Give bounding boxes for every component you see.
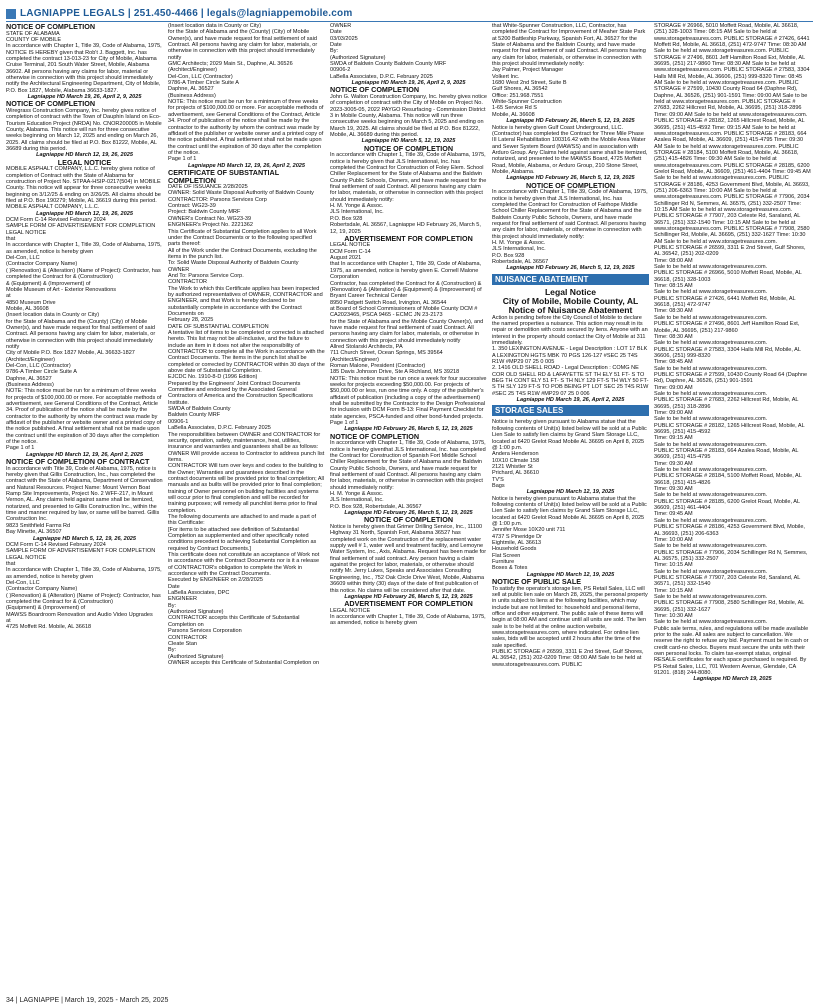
notice-text: Sale to be held at www.storagetreasures.com.	[654, 314, 768, 321]
notice-text: ( )Renovation) & (Alteration) (Name of Project): Contractor, has completed the Contract for & (Construction)	[6, 592, 161, 605]
notice-text: Page 1 of 1	[168, 156, 197, 163]
notice-text: OWNER accepts this Certificate of Substantial Completion on	[168, 659, 320, 666]
notice-text: Sale to be held at www.storagetreasures.com.	[654, 365, 768, 372]
notice-text: at Board of School Commissioners of Mobile County DCM # CA2023465, PSCA 9465 - ECMC JN 23-2173	[330, 305, 478, 319]
notice-text: Robertsdale, AL 36567, Lagniappe HD February 26, March 5, 12, 19, 2025	[330, 222, 481, 235]
notice-text: that In accordance with Chapter 1, Title 39, Code of Alabama, 1975, as amended, notice is hereby given E. Cornell Malone Corporation	[330, 261, 482, 281]
notice-text: at	[6, 617, 11, 624]
run-dates: Lagniappe HD February 26, March 5, 12, 19, 2025	[506, 175, 635, 182]
notice-text: The following documents are attached to and made a part of this Certificate:	[168, 513, 317, 527]
notice-text: P.O. Box 928	[330, 215, 363, 222]
run-dates: Lagniappe HD March 19, 2025	[693, 676, 772, 683]
notice-text: 00906-2	[330, 67, 351, 74]
notice-text: Page 1 of 1	[6, 445, 35, 452]
notice-text: Time: 09:00 AM	[654, 409, 693, 416]
notice-text: The Work to which this Certificate applies has been inspected by authorized representatives of OWNER, CONTRACTOR and ENGINEER, and that Work is hereby declared to be substantially complete in accordance with the Contract Documents on	[168, 285, 323, 317]
notice-text: LaBella Associates, DPC	[168, 590, 230, 597]
notice-text: Date	[330, 42, 342, 49]
notice-text: This certificate does not constitute an acceptance of Work not in accordance with the Contract Documents nor is it a release of CONTRACTOR's obligation to complete the Work in accordance with the Contract Documents.	[168, 552, 320, 578]
notice-text: Time: 09:30 AM	[654, 486, 693, 493]
notice-text: ENGINEER's Project No. 2221362	[168, 222, 253, 229]
notice-text: Household Goods	[492, 546, 537, 553]
page-footer: 34 | LAGNIAPPE | March 19, 2025 - March 25, 2025	[6, 997, 169, 1004]
notice-text: Owner(s), and have made request for final settlement of said Contract. All persons having any claim for labor, materials, or otherwise in connection with this project should immediately notify	[168, 35, 318, 61]
section-banner: STORAGE SALES	[492, 405, 649, 416]
notice-text: 1-65 Service Rd S	[492, 105, 538, 112]
notice-text: Del-Con, LLC	[6, 579, 40, 586]
notice-heading: CERTIFICATE OF SUBSTANTIAL COMPLETION	[168, 167, 280, 185]
legal-heading: City of Mobile, Mobile County, AL	[502, 295, 639, 306]
notice-text: In accordance with Chapter 1, Title 39, Code of Alabama, 1975, notice is hereby given that JLS International, Inc. has completed the Contract for Construction of Foley Elem. School Chiller Replacement for the State of Alabama and the Baldwin County Public Schools, Owners, and have made request for the final settlement of said Contract. All persons having any claim for labor, materials, or otherwise in connection with this project should immediately notify:	[330, 152, 487, 203]
run-dates: Lagniappe HD March 12, 19, 26, 2025	[36, 210, 133, 217]
notice-text: Notice is hereby given that Grimer Drilling Service, Inc., 11100 Highway 31 North, Spanish Fort, Alabama 36527 has completed work on the Construction of the replacement water supply well # 1, water well and treatment facility, and Lemoyne Water System, Inc., Axis, Alabama. Request has been made for final settlement of said contract. Any person having a claim against the project for labor, materials, or otherwise should notify Mr. Jerry Lukes, Speaks and Associates Consulting Engineering, Inc., 752 Oak Circle Drive West, Mobile, Alabama 36609 within thirty (30) days of the date of first publication of this notice. No claims will be considered after that date.	[330, 524, 487, 594]
notice-text: Gulf Shores, AL 36542	[492, 86, 548, 93]
notice-text: Time: 09:15 AM	[654, 435, 693, 442]
notice-text: Wiregrass Construction Company, Inc. hereby gives notice of completion of contract with the Town of Dauphin Island on Eco-Tourism Education Project (NRDA) No. CNOR200005 in Mobile County, Alabama. This notice will run for three consecutive weeks beginning on March 12, 2025 and ending on March 26, 2025. All claims should be filed at P.O. Box 81222, Mobile, AL 36689 during this period.	[6, 107, 162, 153]
notice-text: John G. Walton Construction Company, Inc. hereby gives notice of completion of contract with the City of Mobile on Project No. 2023-3005-05, 2022 PAYGO Resurfacing - Commission District 3 in Mobile County, Alabama. This notice will run three consecutive weeks beginning on March 5, 2025 and ending on March 19, 2025. All claims should be filed at P.O. Box 81222, Mobile, AL 36689 during this period.	[330, 94, 487, 139]
notice-text: LaBella Associates, D.P.C. February 2025	[330, 73, 433, 80]
notice-text: Mobile, AL 36608	[492, 111, 535, 118]
notice-text: Contract: WG23-39	[168, 203, 216, 210]
notice-text: Owner(s), and have made request for final settlement of said Contract. All persons having any claim for labor, materials, or otherwise in connection with this project should immediately notify	[6, 324, 156, 350]
run-dates: Lagniappe HD March 19, 26, April 2, 2025	[516, 397, 625, 404]
notice-heading: NOTICE OF COMPLETION	[363, 515, 454, 525]
notice-text: H. M. Yonge & Assoc.	[492, 239, 546, 246]
notice-text: for the State of Alabama and the (County) (City) of Mobile	[6, 318, 148, 325]
column-2	[168, 23, 325, 995]
notice-text: 03/03/2025	[330, 35, 358, 42]
notice-text: MOBILE ASPHALT COMPANY, L.L.C.	[6, 204, 100, 211]
notice-text: Baldwin County MRF	[168, 412, 221, 419]
notice-text: DCM Form C-14 Revised February 2024	[6, 541, 106, 548]
notice-text: (Authorized Signature)	[330, 54, 386, 61]
notice-text: PUBLIC STORAGE # 27599, 10430 County Road 64 (Daphne Rd), Daphne, AL 36526, (251) 901-1591	[654, 371, 808, 385]
notice-text: (Architect/Engineer)	[6, 356, 56, 363]
notice-text: Mobile, AL 36608	[6, 305, 49, 312]
notice-text: PUBLIC STORAGE # 77907, 203 Celeste Rd, Saraland, AL 36571, (251) 332-1540	[654, 574, 801, 588]
notice-text: Time: 10:00 AM	[654, 536, 693, 543]
notice-text: Daphne, AL 36527	[168, 86, 214, 93]
notice-text: PUBLIC STORAGE # 28182, 1265 Hillcrest Road, Mobile, AL 36695, (251) 415-4592	[654, 422, 805, 435]
notice-text: 4725 Moffett Rd. Mobile, AL 36618	[6, 624, 92, 631]
notice-text: Bay Minette, AL 36507	[6, 529, 62, 536]
legal-heading: Legal Notice	[544, 286, 597, 297]
notice-text: CONTRACTOR	[168, 279, 208, 286]
notice-text: (Architect/Engineer)	[330, 356, 380, 363]
notice-text: Bryant Career Technical Center	[330, 293, 408, 300]
notice-text: 9823 Smithfield Farms Rd	[6, 522, 71, 529]
notice-text: LaBella Associates, D.P.C. February 2025	[168, 425, 271, 432]
notice-text: TV'S	[492, 476, 504, 483]
notice-text: JLS International, Inc.	[330, 497, 384, 504]
notice-text: The responsibilities between OWNER and CONTRACTOR for security, operation, safety, maintenance, heat, utilities, insurance and warranties and guarantees shall be as follows:	[168, 431, 321, 451]
notice-text: LEGAL NOTICE	[6, 554, 47, 561]
notice-text: 711 Church Street, Ocean Springs, MS 39564	[330, 350, 443, 357]
run-dates: Lagniappe HD March 5, 12, 19, 26, 2025	[33, 535, 136, 542]
notice-text: Executed by ENGINEER on 2/28/2025	[168, 577, 263, 584]
notice-text: Sale to be held at www.storagetreasures.com.	[654, 593, 768, 600]
notice-text: PUBLIC STORAGE # 26599, 3311 E 2nd Street, Gulf Shores, AL 36542, (251) 202-0209	[654, 245, 806, 258]
notice-text: PUBLIC STORAGE # 77906, 2034 Schillinger Rd N, Semmes, AL 36575, (251) 332-2507	[654, 549, 808, 562]
notice-text: Time: 08:30 AM	[654, 308, 693, 315]
notice-text: (Contractor Company Name)	[6, 261, 78, 268]
notice-text: Daphne, AL 36527	[6, 375, 52, 382]
notice-text: February 28, 2025	[168, 317, 214, 324]
notice-text: Cleate Stan	[168, 640, 197, 647]
notice-text: Sale to be held at www.storagetreasures.com.	[654, 416, 768, 423]
notice-text: CONTRACTOR	[168, 634, 208, 641]
notice-text: (Authorized Signature)	[168, 609, 224, 616]
notice-text: Jay Palmer, Project Manager	[492, 67, 564, 74]
notice-text: Notice is hereby given pursuant to Alabama statue that the following contents of Unit(s) listed below will be sold at a Public Lien Sale to satisfy lien claims by Grand Slam Storage LLC, located at 6420 Grelot Road Mobile AL 36695 on April 8, 2025 @ 1:00 p.m.	[492, 419, 647, 451]
notice-text: OWNER	[330, 23, 352, 29]
notice-text: STORAGE # 26966, 5010 Moffett Road, Mobile, AL 36618, (251) 328-1003 Time: 08:15 AM Sale to be held at www.storagetreasures.com. PUBLIC STORAGE # 27426, 6441 Moffett Rd, Mobile, AL 36618, (251) 472-9747 Time: 08:30 AM Sale to be held at www.storagetreasures.com. PUBLIC STORAGE # 27496, 8601 Jeff Hamilton Road Ext, Mobile, AL 36695, (251) 217-9860 Time: 08:30 AM Sale to be held at www.storagetreasures.com. PUBLIC STORAGE # 27583, 3304 Halls Mill Rd, Mobile, AL 36606, (251) 999-8320 Time: 08:45 AM Sale to be held at www.storagetreasures.com. PUBLIC STORAGE # 27599, 10430 County Road 64 (Daphne Rd), Daphne, AL 36526, (251) 901-1591 Time: 09:00 AM Sale to be held at www.storagetreasures.com. PUBLIC STORAGE # 27683, 2262 Hillcrest Rd, Mobile, AL 36695, (251) 318-2896 Time: 09:00 AM Sale to be held at www.storagetreasures.com. PUBLIC STORAGE # 28182, 1265 Hillcrest Road, Mobile, AL 36695, (251) 415-4592 Time: 09:15 AM Sale to be held at www.storagetreasures.com. PUBLIC STORAGE # 28183, 664 Azalea Road, Mobile, AL 36609, (251) 415-4795 Time: 09:30 AM Sale to be held at www.storagetreasures.com. PUBLIC STORAGE # 28184, 5100 Moffett Road, Mobile, AL 36618, (251) 415-4826 Time: 09:30 AM Sale to be held at www.storagetreasures.com. PUBLIC STORAGE # 28185, 6200 Grelot Road, Mobile, AL 36609, (251) 461-4404 Time: 09:45 AM Sale to be held at www.storagetreasures.com. PUBLIC STORAGE # 28186, 4253 Government Blvd, Mobile, AL 36693, (251) 206-6363 Time: 10:00 AM Sale to be held at www.storagetreasures.com. PUBLIC STORAGE # 77906, 2034 Schillinger Rd N, Semmes, AL 36575, (251) 332-2507 Time: 10:15 AM Sale to be held at www.storagetreasures.com. PUBLIC STORAGE # 77907, 203 Celeste Rd, Saraland, AL 36571, (251) 332-1540 Time: 10:15 AM Sale to be held at www.storagetreasures.com. PUBLIC STORAGE # 77908, 2580 Schillinger Rd, Mobile, AL 36695, (251) 332-1627 Time: 10:30 AM Sale to be held at www.storagetreasures.com.	[654, 23, 811, 245]
notice-text: LEGAL NOTICE	[330, 242, 371, 249]
run-dates: Lagniappe HD March 12, 19, 2025	[526, 489, 615, 496]
notice-text: Date	[330, 29, 342, 36]
notice-text: PUBLIC STORAGE # 28183, 664 Azalea Road, Mobile, AL 36609, (251) 415-4795	[654, 448, 799, 461]
notice-text: Eightmile, AL 36613	[492, 540, 542, 546]
notice-text: Volkert Inc.	[492, 73, 520, 80]
notice-text: OWNER	[168, 266, 190, 273]
notice-text: Robertsdale, AL 36567	[492, 258, 549, 265]
notice-text: And To: Parsons Service Corp.	[168, 272, 244, 279]
notice-text: 4737 S Pineridge Dr	[492, 533, 542, 540]
notice-text: NOTE: This notice must be run for a minimum of three weeks for projects of $100,000.00 or more. For acceptable methods of advertisement, see General Conditions of the Contract, Article 34. Proof of publication of the notice shall be made by the contractor to the authority by whom the contract was made by affidavit of the publisher or website owner and a printed copy of the notice published. A final settlement shall not be made upon the contract until the expiration of 30 days after the completion of the notice.	[6, 388, 162, 446]
notice-text: H. M. Yonge & Assoc.	[330, 491, 384, 498]
notice-text: (Insert location data in County or City)	[6, 312, 100, 319]
notice-text: (Contractor Company Name)	[6, 586, 78, 593]
notice-text: Action is pending before the City Council of Mobile to declare the named properties a nuisance. This action may result in its repair or demolition with costs secured by liens. Anyone with an interest in the property should contact the City of Mobile at 311 immediately.	[492, 314, 648, 347]
notice-heading: LEGAL NOTICE	[57, 157, 112, 167]
notice-text: LEGAL NOTICE	[330, 607, 371, 614]
notice-text: MOBILE ASPHALT COMPANY, L.L.C. hereby gives notice of completion of Contract with the State of Alabama for construction of Project No. STPAA-HSIP-0217(504) in MOBILE County. This notice will appear for three consecutive weeks beginning on 3/12/25 & ending on 3/26/25. All claims should be filed at P.O. Box 190279; Mobile, AL 36619 during this period.	[6, 166, 161, 205]
notice-text: at	[6, 293, 11, 300]
notice-text: PUBLIC STORAGE # 27426, 6441 Moffett Rd, Mobile, AL 36618, (251) 472-9747	[654, 295, 796, 309]
notice-heading: NOTICE OF COMPLETION	[363, 143, 454, 153]
notice-text: Time: 09:00 AM	[654, 384, 693, 391]
notice-text: Time: 09:45 AM	[654, 511, 693, 518]
run-dates: Lagniappe HD March 12, 19, 2025	[526, 571, 615, 578]
notice-text: To: Solid Waste Disposal Authority of Baldwin County	[168, 260, 299, 267]
notice-text: Flat Screen	[492, 552, 521, 559]
notice-text: MAWSS Boardroom Renovation and Audio Video Upgrades	[6, 611, 153, 618]
notice-text: (Insert location data in County or City)	[168, 23, 262, 29]
notice-text: that	[6, 560, 16, 567]
notice-text: JLS International, Inc.	[492, 246, 546, 253]
notice-text: City of Mobile P.O. Box 1827 Mobile, AL 36633-1827	[6, 350, 135, 357]
notice-text: In accordance with Chapter 1, Title 39, Code of Alabama, 1975, as amended, notice is hereby given	[6, 242, 162, 255]
notice-text: Del-Con, LLC (Contractor)	[6, 362, 71, 369]
notice-text: Del-Con, LLC (Contractor)	[168, 73, 233, 80]
notice-text: Sale to be held at www.storagetreasures.com.	[654, 517, 768, 524]
notice-text: Time: 10:30 AM	[654, 612, 693, 619]
notice-text: Parsons Services Corporation	[168, 628, 242, 635]
notice-text: Jennifer Mose 10X20 unit 711	[492, 527, 566, 534]
notice-text: Sale to be held at www.storagetreasures.com.	[654, 568, 768, 575]
notice-text: DATE OF ISSUANCE 2/28/2025	[168, 184, 248, 191]
notice-text: All of the Work under the Contract Documents, excluding the items in the punch list.	[168, 247, 317, 260]
notice-text: Contractor, has completed the Contract for & (Construction) & (Renovation) & (Alteration) & (Equipment) & (Improvement) of	[330, 280, 482, 293]
notice-text: Mobile Museum of Art - Exterior Renovations	[6, 286, 117, 293]
lagniappe-logo-icon	[6, 9, 16, 19]
notice-text: CONTRACTOR accepts this Certificate of Substantial Completion on	[168, 615, 300, 628]
notice-text: Sale to be held at www.storagetreasures.com.	[654, 441, 768, 448]
notice-text: NOTE: This notice must be run for a minimum of three weeks for projects of $100,000.00 or more. For acceptable methods of advertisement, see General Conditions of the Contract, Article 34. Proof of publication of the notice shall be made by the contractor to the authority by whom the contract was made by affidavit of the publisher or website owner and a printed copy of the notice published. A final settlement shall not be made upon the contract until the expiration of 30 days after the completion of the notice.	[168, 99, 324, 156]
notice-text: LEGAL NOTICE	[6, 229, 47, 236]
notice-text: JLS International, Inc.	[330, 209, 384, 216]
notice-text: By:	[168, 647, 177, 654]
notice-text: In accordance with Chapter 1, Title 39, Code of Alabama, 1975, as amended, notice is hereby given	[6, 567, 162, 580]
notice-text: 9786-A Timber Circle Suite A	[6, 369, 77, 376]
masthead-rule	[6, 21, 813, 22]
notice-text: Allred Stolarski Architects, PA	[330, 343, 403, 350]
notice-text: PUBLIC STORAGE # 28184, 5100 Moffett Road, Mobile, AL 36618, (251) 415-4826	[654, 473, 802, 486]
notice-heading: NOTICE OF COMPLETION	[330, 85, 420, 95]
notice-text: By:	[330, 48, 339, 55]
run-dates: Lagniappe HD February 26, March 5, 12, 19, 2025	[344, 510, 473, 517]
notice-text: Roman Malone, President (Contractor)	[330, 362, 426, 369]
notice-text: (Equipment) & (Improvement) of	[6, 605, 86, 612]
notice-text: Sale to be held at www.storagetreasures.com.	[654, 289, 768, 296]
notice-text: Del-Con, LLC	[6, 255, 40, 262]
notice-text: 10X10 Climate 158	[492, 457, 540, 464]
notice-text: for the State of Alabama and the Mobile County Owner(s), and have made request for final settlement of said Contract. All persons having any claim for labor, materials, or otherwise in connection with this project should immediately notify	[330, 318, 484, 344]
notice-text: (Business Address)	[168, 92, 216, 99]
notice-text: By:	[168, 602, 177, 609]
notice-heading: NOTICE OF COMPLETION OF CONTRACT	[6, 457, 150, 467]
notice-text: A tentative list of items to be completed or corrected is attached hereto. This list may not be all-inclusive, and the failure to include an item in it does not alter the responsibility of CONTRACTOR to complete all the Work in accordance with the Contract Documents. The items in the punch list shall be completed or corrected by CONTRACTOR within 30 days of the above date of Substantial Completion.	[168, 330, 325, 375]
notice-text: Furniture	[492, 559, 515, 566]
notice-text: Bags	[492, 482, 505, 489]
notice-text: 1680 West 2nd Street, Suite B	[492, 80, 567, 87]
notice-text: CONTRACTOR: Parsons Services Corp	[168, 196, 267, 203]
notice-text: Time: 10:15 AM	[654, 587, 693, 594]
notice-text: SWDA of Baldwin County Baldwin County MRF	[330, 61, 447, 68]
masthead-text: LAGNIAPPE LEGALS | 251.450-4466 | legals@lagniappemobile.com	[20, 8, 353, 19]
notice-text: (Authorized Signature)	[168, 653, 224, 660]
notice-text: SAMPLE FORM OF ADVERTISEMENT FOR COMPLETION	[6, 548, 156, 555]
notice-text: Sale to be held at www.storagetreasures.com.	[654, 340, 768, 347]
notice-text: Project: Baldwin County MRF	[168, 209, 241, 216]
notice-text: In accordance with Title 39, Code of Alabama, 1975, notice is hereby given that Gillis Construction, Inc., has completed the contract with the State of Alabama, Department of Conservation and Natural Resources. Project Name: Mount Vernon Boat Ramp Site Improvements, Project No. 2 WFF-217, in Mount Vernon, AL. Any claims held against same shall be itemized, notarized, and presented to Gillis Construction Inc., within the time and manner required by law, or same will be barred. Gillis Construction Inc.	[6, 465, 163, 523]
notice-text: P.O. Box 928, Robertsdale, AL 36567	[330, 503, 422, 510]
notice-text: PUBLIC STORAGE # 26599, 3311 E 2nd Street, Gulf Shores, AL 36542, (251) 202-0209 Time: 08:00 AM Sale to be held at www.storagetreasures.com. PUBLIC	[492, 649, 644, 668]
notice-text: 9786-A Timber Circle Suite A	[168, 80, 239, 87]
run-dates: Lagniappe HD March 5, 12, 19, 2025	[361, 138, 456, 145]
run-dates: Lagniappe HD February 26, March 5, 12, 19, 2025	[344, 426, 473, 433]
column-4	[492, 23, 649, 995]
notice-text: Date	[168, 583, 180, 590]
notice-heading: ADVERTISEMENT FOR COMPLETION	[344, 233, 473, 243]
notice-text: (Business Address)	[6, 382, 54, 388]
notice-text: PUBLIC STORAGE # 27583, 3304 Halls Mill Rd, Mobile, AL 36606, (251) 999-8320	[654, 346, 801, 359]
notice-text: SAMPLE FORM OF ADVERTISEMENT FOR COMPLETION	[6, 223, 156, 230]
notice-text: DCM Form C-14 Revised February 2024	[6, 217, 106, 224]
column-1	[6, 23, 163, 995]
notice-text: 2. 1416 OLD SHELL ROAD - Legal Description : COMG NE COR OLD SHELL RD & LAFAYETTE ST TH ELY 51 FT- S TO BEG TH CONT ELY 51 FT- S TH NLY 129 FT-S TH WLY 50 FT-S TH SLY 129 FT-S TO POB BEING PT LOT SEC 25 T4S R1W #SEC 25 T4S R1W #MP29 07 25 0 006	[492, 365, 649, 397]
notice-text: Sale to be held at www.storagetreasures.com.	[654, 492, 768, 499]
notice-text: PUBLIC STORAGE # 27683, 2262 Hillcrest Rd, Mobile, AL 36695, (251) 318-2896	[654, 397, 799, 410]
notice-text: Time: 10:15 AM	[654, 562, 693, 569]
run-dates: Lagniappe HD February 26, March 5, 12, 19, 2025	[506, 118, 635, 125]
masthead	[6, 6, 813, 21]
notice-text: Andera Henderson	[492, 451, 539, 458]
notice-text: August 2021	[330, 255, 362, 262]
notice-text: Page 1 of 1	[330, 420, 359, 427]
notice-text: that	[6, 236, 16, 243]
notice-text: This Certificate of Substantial Completion applies to all Work under the Contract Documents or to the following specified parts thereof:	[168, 228, 317, 248]
notice-text: Time: 08:30 AM	[654, 333, 693, 340]
notice-text: 8950 Padgett Switch Road, Irvington, AL 36544	[330, 299, 447, 306]
section-banner: NUISANCE ABATEMENT	[492, 274, 649, 285]
run-dates: Lagniappe HD March 19, 26, April 2, 9, 2025	[27, 94, 142, 101]
legal-heading: Notice of Nuisance Abatement	[508, 304, 633, 315]
notice-heading: NOTICE OF COMPLETION	[525, 180, 616, 190]
notice-text: PUBLIC STORAGE # 28186, 4253 Government Blvd, Mobile, AL 36693, (251) 206-6363	[654, 524, 805, 537]
notice-text: White-Spunner Construction	[492, 99, 562, 106]
notice-text: NOTE: This notice must be run once a week for four successive weeks for projects exceeding $50,000.00. For projects of $50,000.00 or less, run one time only. A copy of the publisher's affidavit of publication (including a copy of the advertisement) shall be submitted by the Contractor to the Design Professional for inclusion with DCM Form B-13: Final Payment Checklist for state agencies, PSCA-funded and other bond-funded projects.	[330, 375, 487, 420]
notice-text: Time: 08:00 AM	[654, 257, 693, 264]
notice-text: ( )Renovation) & (Alteration) (Name of Project): Contractor, has completed the Contract for & (Construction)	[6, 267, 161, 281]
notice-text: DCM Form C-14	[330, 248, 371, 255]
notice-text: Office: 251.968.7551	[492, 92, 544, 99]
notice-text: [For items to be attached see definition of Substantial Completion as supplemented and other specifically noted conditions precedent to achieving Substantial Completion as required by Contract Documents.]	[168, 526, 317, 552]
run-dates: Lagniappe HD March 19, 26, April 2, 9, 2025	[351, 80, 466, 87]
notice-text: Sale to be held at www.storagetreasures.com.	[654, 467, 768, 474]
notice-text: GMC Architects; 2029 Main St., Daphne, AL 36526 (Architect/Engineer)	[168, 61, 293, 74]
notice-text: ENGINEER	[168, 596, 197, 603]
run-dates: Lagniappe HD March 12, 19, 26, 2025	[36, 152, 133, 159]
notice-text: Prichard, AL 36610	[492, 470, 539, 477]
notice-text: PUBLIC STORAGE # 77908, 2580 Schillinger Rd, Mobile, AL 36695, (251) 332-1627	[654, 600, 805, 613]
notice-text: Time: 08:15 AM	[654, 283, 693, 290]
run-dates: Lagniappe HD March 12, 19, 26, April 2, 2025	[188, 162, 305, 169]
notice-text: Sale to be held at www.storagetreasures.com.	[654, 390, 768, 397]
run-dates: Lagniappe HD March 12, 19, 26, April 2, 2025	[26, 451, 143, 458]
notice-text: 2121 Whistler St	[492, 463, 533, 470]
notice-text: PUBLIC STORAGE # 28185, 6200 Grelot Road, Mobile, AL 36609, (251) 461-4404	[654, 498, 800, 512]
notice-text: that White-Spunner Construction, LLC, Contractor, has completed the Contract for Improvement of Meaher State Park at 5200 Battleship Parkway, Spanish Fort, AL 36527 for the State of Alabama and the Baldwin County, and have made request for final settlement of said Contract. All persons having any claim for labor, materials, or otherwise in connection with this project should immediately notify:	[492, 23, 646, 68]
notice-heading: NOTICE OF COMPLETION	[6, 23, 96, 31]
column-5	[654, 23, 811, 995]
notice-text: & (Equipment) & (Improvement) of	[6, 280, 91, 287]
notice-heading: ADVERTISEMENT FOR COMPLETION	[344, 599, 473, 609]
notice-text: PUBLIC STORAGE # 26966, 5010 Moffett Road, Mobile, AL 36618, (251) 328-1003	[654, 270, 802, 283]
notice-text: 185 Davis Johnson Drive, Ste A Richland, MS 39218	[330, 369, 460, 376]
notice-text: Time: 09:30 AM	[654, 460, 693, 467]
notice-text: 1. 350 LEXINGTON AVENUE - Legal Description : LOT 17 BLK A LEXINGTON HGTS MBK 70 PGS 126-127 #SEC 25 T4S R1W #MP29 07 25 0 005	[492, 346, 648, 366]
notice-text: CONTRACTOR Will turn over keys and codes to the building to the Owner; Warranties and guarantees described in the contract documents will be provided prior to final completion; All manuals and as builts will be provided prior to final completion; training of Owner personnel on building facilities and systems will occur prior to final completion and will be recorded for training purposes; will remedy all punchlist items prior to final completion.	[168, 463, 325, 514]
notice-text: OWNER Will provide access to Contractor to address punch list items.	[168, 450, 325, 463]
notice-heading: NOTICE OF COMPLETION	[6, 99, 96, 109]
notice-text: Public sale terms, rules, and regulations will be made available prior to the sale. All sales are subject to cancellation. We reserve the right to refuse any bid. Payment must be in cash or credit card-no checks. Buyers must secure the units with their own personal locks. To claim tax-exempt status, original RESALE certificates for each space purchased is required. By PS Retail Sales, LLC, 701 Western Avenue, Glendale, CA 91201. (818) 244-8080.	[654, 625, 809, 677]
run-dates: Lagniappe HD February 26, March 5, 12, 19, 2025	[506, 265, 635, 272]
notice-text: H. M. Yonge & Assoc.	[330, 203, 384, 210]
notice-text: Prepared by the Engineers' Joint Contract Documents Committee and endorsed by the Associated General Contractors of America and the Construction Specifications Institute.	[168, 380, 313, 406]
notice-text: In accordance with Chapter 1, Title 39, Code of Alabama, 1975, NOTICE IS HEREBY given that Rob't J. Baggett, Inc. has completed the contract 13-013-23 for City of Mobile, Alabama Cruise Terminal, 201 South Water Street, Mobile, Alabama 36602. All persons having any claims for labor, material or otherwise in connection with this project should immediately notify the Architectural Engineering Department, City of Mobile, P.O. Box 1827, Mobile, Alabama 36633-1827.	[6, 43, 162, 94]
column-3	[330, 23, 487, 995]
notice-text: OWNER: Solid Waste Disposal Authority of Baldwin County	[168, 190, 314, 197]
notice-text: COUNTY OF MOBILE	[6, 36, 62, 43]
notice-heading: NOTICE OF PUBLIC SALE	[492, 577, 582, 587]
notice-text: DATE OF SUBSTANTIAL COMPLETION	[168, 323, 269, 330]
notice-text: OWNER's Contract No. WG23-39	[168, 215, 252, 222]
notice-text: Notice is hereby given pursuant to Alabama statue that the following contents of Unit(s) listed below will be sold at a Public Lien Sale to satisfy lien claims by Grand Slam Storage LLC, located at 6420 Grelot Road Mobile AL 36695 on April 8, 2025 @ 1:00 p.m.	[492, 495, 647, 527]
notice-text: In accordance with Chapter 1, Title 39, Code of Alabama, 1975, notice is hereby giventhat JLS International, Inc. has completed the Contract for Construction of Spanish Fort Middle School Chiller Replacement for the State of Alabama and the Baldwin County Public Schools, Owners, and have made request for final settlement of said Contract. All persons having any claim for labor, materials, or otherwise in connection with this project should immediately notify:	[330, 440, 486, 491]
run-dates: Lagniappe HD February 26, March 5, 12, 19, 2025	[344, 593, 473, 600]
notice-text: P.O. Box 928	[492, 252, 525, 259]
notice-text: PUBLIC STORAGE # 27496, 8601 Jeff Hamilton Road Ext, Mobile, AL 36695, (251) 217-9860	[654, 321, 800, 334]
notice-heading: NOTICE OF COMPLETION	[330, 431, 420, 441]
notice-text: for the State of Alabama and the (County) (City) of Mobile	[168, 29, 310, 36]
notice-text: Sale to be held at www.storagetreasures.com.	[654, 264, 768, 271]
notice-text: 00906-1	[168, 418, 189, 425]
legal-columns	[6, 23, 813, 995]
notice-text: EJCDC No. 1910-8-D (1996 Edition)	[168, 374, 258, 381]
notice-text: STATE OF ALABAMA	[6, 30, 60, 37]
notice-text: Sale to be held at www.storagetreasures.com.	[654, 619, 768, 626]
notice-text: To satisfy the operator's storage lien, PS Retail Sales, LLC will sell at public lien sale on March 28, 2025, the personal property in units subject to liens at the following facilities, which may include but are not limited to: household and personal items, office and other equipment. The public sale of these items will begin at 08:00 AM and continue until all units are sold. The lien sale is to be held at the online auction website, www.storagetreasures.com, where indicated. For online lien sales, bids will be accepted until 2 hours after the time of the sale specified.	[492, 585, 648, 649]
notice-text: SWDA of Baldwin County	[168, 406, 231, 413]
notice-text: In accordance with Chapter 1, Title 39, Code of Alabama, 1975, notice is hereby given that JLS International, Inc. has completed the Contract for Construction of Fairhope Middle School Chiller Replacement for the State of Alabama and the Baldwin County Public Schools, Owners, and have made request for final settlement of said Contract. All persons having any claim for labor, materials, or otherwise in connection with this project should immediately notify:	[492, 189, 648, 240]
notice-text: Sale to be held at www.storagetreasures.com.	[654, 543, 768, 550]
notice-text: 4850 Museum Drive	[6, 299, 56, 306]
notice-text: In accordance with Chapter 1, Title 39, Code of Alabama, 1975, as amended, notice is hereby given	[330, 614, 486, 627]
notice-text: Boxes & Totes	[492, 565, 528, 572]
notice-text: Time: 08:45 AM	[654, 359, 693, 366]
notice-text: Notice is hereby given Gulf Coast Underground, LLC. (Contractor) has completed the Contract for Three Mile Phase III Lateral Rehabilitation 100316.42 with the Mobile Area Water and Sewer System Board (MAWSS) and in association with Arduro Group. Any Claims held against same shall be itemized, notarized, and presented to the MAWSS Board, 4725 Moffett Road, Mobile, Alabama, or Arduro Group, 210 Stone Street, Mobile, Alabama.	[492, 124, 648, 175]
